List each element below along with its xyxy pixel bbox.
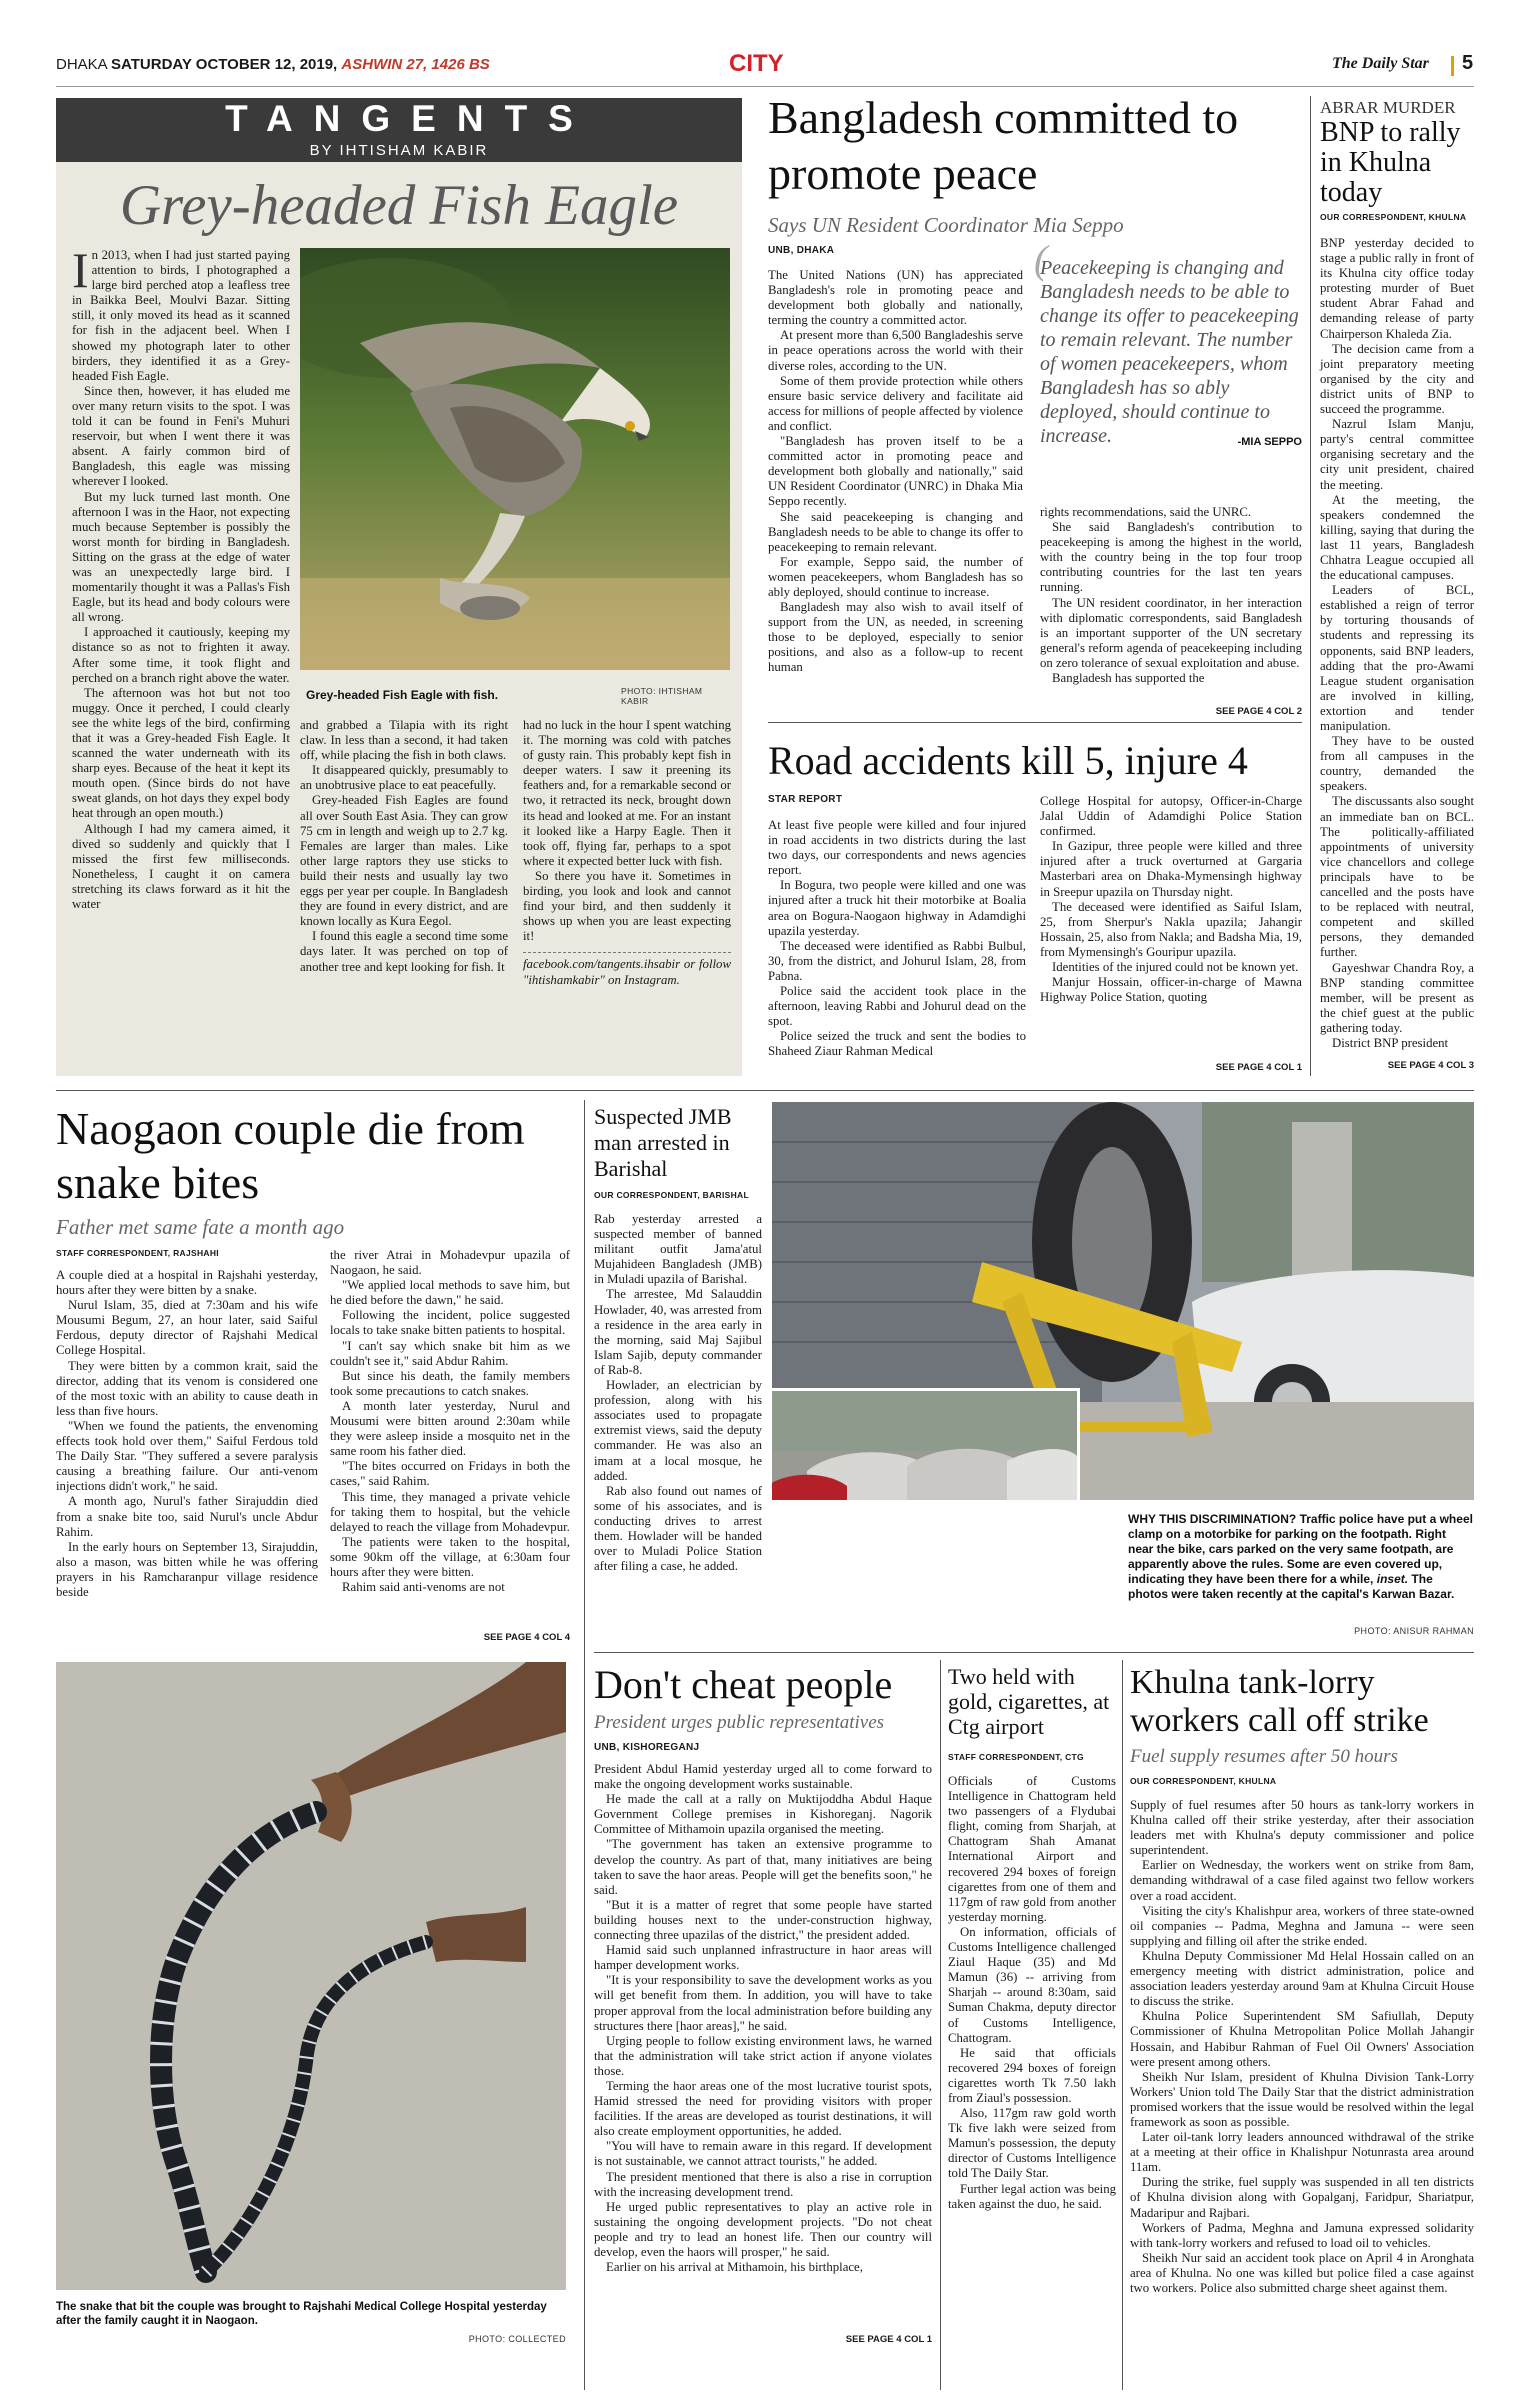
eagle-caption: Grey-headed Fish Eagle with fish. [306,688,499,702]
pull-quote-text: Peacekeeping is changing and Bangladesh needs to be able to change its offer to peacekeeping to remain relevant. The number of women peacekeepers, whom Bangladesh has so ably deployed, should continue to increase. [1040,257,1299,447]
eagle-illustration [300,248,730,670]
issue-date: SATURDAY OCTOBER 12, 2019, [111,56,338,73]
peace-col2: rights recommendations, said the UNRC. She said Bangladesh's contribution to peacekeeping is among the highest in the world, with the country being in the top four troop contributing countries for the last ten years running. The UN resident coordinator, in her interaction with diplomatic correspondents, said Bangladesh is an important supporter of the UN secretary general's reform agenda of peacekeeping including on zero tolerance of sexual exploitation and abuse. Bangladesh has supported the [1040,505,1302,686]
bangla-date: ASHWIN 27, 1426 BS [341,56,490,73]
bnp-kicker: ABRAR MURDER [1320,98,1456,117]
peace-col1: The United Nations (UN) has appreciated Bangladesh's role in promoting peace and development both globally and nationally, terming the country a committed actor. At present more than 6,500 Bangladeshis serve in peace operations across the world with their diverse roles, according to the UN. Some of them provide protection while others ensure basic service delivery and facilitate aid access for millions of people affected by violence and conflict. "Bangladesh has proven itself to be a committed actor in promoting peace and development both globally and nationally," said UN Resident Coordinator (UNRC) in Dhaka Mia Seppo recently. She said peacekeeping is changing and Bangladesh needs to be able to change its offer to peacekeeping to remain relevant. For example, Seppo said, the number of women peacekeepers, whom Bangladesh has so ably deployed, should continue to increase. Bangladesh may also wish to avail itself of support from the UN, as needed, in screening those to be deployed, especially to senior positions, and also as a follow-up to recent human [768,268,1023,675]
naogaon-byline: STAFF CORRESPONDENT, RAJSHAHI [56,1248,219,1258]
road-see-page: SEE PAGE 4 COL 1 [1215,1062,1302,1073]
pull-quote-mark: ( [1034,237,1048,282]
bnp-headline: BNP to rally in Khulna today [1320,117,1461,208]
section-label: CITY [729,50,784,77]
masthead-rule [56,86,1474,87]
road-col2: College Hospital for autopsy, Officer-in-Charge Jalal Uddin of Adamdighi Police Station confirmed. In Gazipur, three people were killed and three injured after a truck overturned at Gargaria Masterbari area on Dhaka-Mymensingh highway in Sreepur upazila on Thursday night. The deceased were identified as Saiful Islam, 25, from Sherpur's Nakla upazila; Jahangir Hossain, 25, also from Nakla; and Badsha Mia, 19, from Mymensingh's Gouripur upazila. Identities of the injured could not be known yet. Manjur Hossain, officer-in-charge of Mawna Highway Police Station, quoting [1040,794,1302,1005]
snake-illustration [56,1662,566,2290]
haor-byline: UNB, KISHOREGANJ [594,1742,700,1753]
tangents-col2: and grabbed a Tilapia with its right claw. In less than a second, it had taken off, while placing the fish in both claws. It disappeared quickly, presumably to an unobtrusive place to eat peacefully. Grey-headed Fish Eagles are found all over South East Asia. They can grow 75 cm in length and weigh up to 2.7 kg. Females are larger than males. Like other large raptors they use sticks to build their nests and usually lay two eggs per year per couple. In Bangladesh they are found in every district, and are known locally as Kura Eegol. I found this eagle a second time some days later. It was perched on top of another tree and kept looking for fish. It [300,718,508,974]
tangents-social-divider [523,952,731,955]
tangents-box [56,98,742,1076]
clamp-caption [1128,1512,1474,1602]
peace-deck: Says UN Resident Coordinator Mia Seppo [768,213,1124,237]
column-rule-2 [584,1100,585,2390]
naogaon-deck: Father met same fate a month ago [56,1215,345,1239]
eagle-photo [300,248,730,670]
jmb-byline: OUR CORRESPONDENT, BARISHAL [594,1190,749,1200]
naogaon-headline: Naogaon couple die from snake bites [56,1103,525,1208]
tangents-social: facebook.com/tangents.ihsabir or follow "ihtishamkabir" on Instagram. [523,957,731,987]
top-half-rule [56,1090,1474,1091]
peace-headline: Bangladesh committed to promote peace [768,92,1239,199]
page-number: 5 [1462,52,1474,74]
tangents-byline: BY IHTISHAM KABIR [56,140,742,162]
haor-headline: Don't cheat people [594,1662,893,1707]
gold-headline: Two held with gold, cigarettes, at Ctg airport [948,1664,1110,1739]
bnp-body: BNP yesterday decided to stage a public rally in front of its Khulna city office today protesting murder of Buet student Abrar Fahad and demanding release of party Chairperson Khaleda Zia. The decision came from a joint preparatory meeting organised by the city and district units of BNP to succeed the programme. Nazrul Islam Manju, party's central committee organising secretary and the city unit president, chaired the meeting. At the meeting, the speakers condemned the killing, saying that during the last 11 years, Bangladesh Chhatra League occupied all the educational campuses. Leaders of BCL, established a reign of terror by torturing thousands of students and repressing its opponents, said BNP leaders, adding that the pro-Awami League student organisation are involved in killing, extortion and tender manipulation. They have to be ousted from all campuses in the country, demanded the speakers. The discussants also sought an immediate ban on BCL. The politically-affiliated appointments of university vice chancellors and college principals have to be cancelled and the posts have to be replaced with neutral, competent and skilled persons, they demanded further. Gayeshwar Chandra Roy, a BNP standing committee member, will be present as the chief guest at the public gathering today. District BNP president [1320,236,1474,1050]
jmb-headline: Suspected JMB man arrested in Barishal [594,1104,732,1181]
column-rule-4 [1122,1660,1123,2390]
bnp-byline: OUR CORRESPONDENT, KHULNA [1320,212,1467,222]
clamp-caption-lead: WHY THIS DISCRIMINATION? [1128,1512,1297,1526]
khulna-deck: Fuel supply resumes after 50 hours [1130,1746,1398,1767]
khulna-headline: Khulna tank-lorry workers call off strike [1130,1664,1429,1739]
tangents-kicker: TANGENTS [56,98,742,140]
eagle-photo-credit: PHOTO: IHTISHAM KABIR [621,686,703,706]
clamp-caption-text: Traffic police have put a wheel clamp on a motorbike for parking on the footpath. Right near the bike, cars parked on the very same footpath, are apparently above the rules. Some are even covered up, indicating they have been there for a while, [1128,1512,1473,1586]
pull-quote [1034,237,1302,454]
tangents-col1: In 2013, when I had just started paying attention to birds, I photographed a large bird perched atop a leafless tree in Baikka Beel, Moulvi Bazar. Sitting still, it only moved its head as it scanned for fish in the adjacent beel. When I showed my photograph later to other birders, they identified it as a Grey-headed Fish Eagle. Since then, however, it has eluded me over many return visits to the spot. I was told it can be found in Feni's Muhuri reservoir, but when I went there it was absent. A fairly common bird of Bangladesh, this eagle was missing wherever I looked. But my luck turned last month. One afternoon I was in the Haor, not expecting much because September is possibly the worst month for birding in Bangladesh. Sitting on the grass at the edge of water was an unexpectedly large bird. I momentarily thought it was a Pallas's Fish Eagle, but its head and body colours were all wrong. I approached it cautiously, keeping my distance so as not to frighten it away. After some time, it took flight and perched on a branch right above the water. The afternoon was hot but not too muggy. Once it perched, I could clearly see the white legs of the bird, confirming that it was a Grey-headed Fish Eagle. It scanned the water underneath with its sharp eyes. Because of the heat it kept its mouth open. (Since birds do not have sweat glands, on hot days they expel body heat through an open mouth.) Although I had my camera aimed, it dived so suddenly and quickly that I missed the first few milliseconds. Nonetheless, I caught it on camera stretching its claws forward as it hit the water [72,242,290,912]
lower-stories-rule [594,1652,1474,1653]
haor-deck: President urges public representatives [594,1712,885,1733]
clamp-caption-end: The photos were taken recently at the capital's Karwan Bazar. [1128,1572,1455,1601]
column-rule-3 [940,1660,941,2390]
wheel-clamp-photo [772,1102,1474,1500]
page-number-divider [1451,56,1454,76]
khulna-byline: OUR CORRESPONDENT, KHULNA [1130,1776,1277,1786]
peace-byline: UNB, DHAKA [768,245,835,256]
naogaon-col1: A couple died at a hospital in Rajshahi yesterday, hours after they were bitten by a snake. Nurul Islam, 35, died at 7:30am and his wife Mousumi Begum, 27, an hour later, said Saiful Ferdous, deputy director of Rajshahi Medical College Hospital. They were bitten by a common krait, said the director, adding that its venom is considered one of the most toxic with an ability to cause death in less than five hours. "When we found the patients, the envenoming effects took hold over them," Saiful Ferdous told The Daily Star. "They suffered a severe paralysis causing a breathing failure. Our anti-venom injections didn't work," he said. A month ago, Nurul's father Sirajuddin died from a snake bite too, said Nurul's uncle Abdur Rahim. In the early hours on September 13, Sirajuddin, also a mason, was bitten while he was offering prayers in his Ramcharanpur village residence beside [56,1268,318,1599]
road-byline: STAR REPORT [768,794,843,805]
dateline: DHAKA [56,56,107,73]
inset-cars-illustration [772,1391,1077,1500]
masthead [56,50,1474,82]
haor-body: President Abdul Hamid yesterday urged all to come forward to make the ongoing development works sustainable. He made the call at a rally on Muktijoddha Abdul Haque Government College premises in Kishoreganj. Nagorik Committee of Mithamoin upazila organised the meeting. "The government has taken an extensive programme to develop the country. As part of that, many initiatives are being taken to save the haor areas. People will get the benefits soon," he said. "But it is a matter of regret that some people have started building houses next to the under-construction highway, connecting three upazilas of the district," the president added. Hamid said such unplanned infrastructure in haor areas will hamper development works. "It is your responsibility to save the development works as you will get benefit from them. In addition, you will have to take proper approval from the local administration before building any structures there [haor areas]," he said. Urging people to follow existing environment laws, he warned that the administration will take strict action if anyone violates those. Terming the haor areas one of the most lucrative tourist spots, Hamid stressed the need for providing visitors with proper facilities. If the areas are developed as tourist destinations, it will also create employment opportunities, he added. "You will have to remain aware in this regard. If development is not sustainable, we cannot attract tourists," he added. The president mentioned that there is also a rise in corruption with the increasing development trend. He urged public representatives to play an active role in sustaining the ongoing development projects. "Do not cheat people and try to lead an honest life. Then our country will develop, even the haors will prosper," he said. Earlier on his arrival at Mithamoin, his birthplace, [594,1762,932,2275]
snake-photo [56,1662,566,2290]
column-rule [1310,96,1311,1076]
snake-photo-credit: PHOTO: COLLECTED [468,2334,566,2344]
road-headline: Road accidents kill 5, injure 4 [768,738,1248,783]
khulna-body: Supply of fuel resumes after 50 hours as tank-lorry workers in Khulna called off their strike yesterday, after their association leaders met with Khulna's deputy commissioner and police superintendent. Earlier on Wednesday, the workers went on strike from 8am, demanding withdrawal of a case filed against two fellow workers over a road accident. Visiting the city's Khalishpur area, workers of three state-owned oil companies -- Padma, Meghna and Jamuna -- were seen supplying and filling oil after the strike ended. Khulna Deputy Commissioner Md Helal Hossain called on an emergency meeting with district administration, police and association leaders yesterday around 9am at Khulna Circuit House to discuss the strike. Khulna Police Superintendent SM Safiullah, Deputy Commissioner of Khulna Metropolitan Police Mollah Jahangir Hossain, and Habibur Rahman of Fuel Oil Owners' Association were present among others. Sheikh Nur Islam, president of Khulna Division Tank-Lorry Workers' Union told The Daily Star that the district administration promised workers that the issue would be resolved within the legal framework as soon as possible. Later oil-tank lorry leaders announced withdrawal of the strike at a meeting at their office in Khalishpur Notunrasta area around 11am. During the strike, fuel supply was suspended in all ten districts of Khulna division along with Gopalganj, Faridpur, Shariatpur, Madaripur and Rajbari. Workers of Padma, Meghna and Jamuna expressed solidarity with tank-lorry workers and refused to load oil to vehicles. Sheikh Nur said an accident took place on April 4 in Aronghata area of Khulna. No one was killed but police filed a case against two workers. Police also submitted charge sheet against them. [1130,1798,1474,2295]
road-col1: At least five people were killed and four injured in road accidents in two districts during the last two days, our correspondents and news agencies report. In Bogura, two people were killed and one was injured after a truck hit their motorbike at Boalia area on Bogura-Naogaon highway in Adamdighi upazila yesterday. The deceased were identified as Rabbi Bulbul, 30, from the district, and Johurul Islam, 28, from Pabna. Police said the accident took place in the afternoon, leaving Rabbi and Johurul dead on the spot. Police seized the truck and sent the bodies to Shaheed Ziaur Rahman Medical [768,818,1026,1059]
drop-cap: I [72,242,89,298]
paper-logo: The Daily Star [1332,55,1429,72]
jmb-body: Rab yesterday arrested a suspected member of banned militant outfit Jama'atul Mujahideen Bangladesh (JMB) in Muladi upazila of Barishal. The arrestee, Md Salauddin Howlader, 40, was arrested from a residence in the area early in the morning, said Maj Sajibul Islam Sajib, deputy commander of Rab-8. Howlader, an electrician by profession, along with his associates used to propagate extremist views, said the deputy commander. He was also an imam at a local mosque, he added. Rab also found out names of some of his associates, and is conducting drives to arrest them. Howlader will be handed over to Muladi Police Station after filing a case, he added. [594,1212,762,1574]
inset-photo [772,1388,1080,1500]
naogaon-see-page: SEE PAGE 4 COL 4 [483,1632,570,1643]
gold-byline: STAFF CORRESPONDENT, CTG [948,1752,1084,1762]
road-top-rule [768,722,1302,723]
tangents-col3: had no luck in the hour I spent watching it. The morning was cold with patches of gusty rain. This probably kept fish in deeper waters. I saw it preening its feathers and, for a remarkable second or two, it retracted its neck, brought down its head and looked at me. For an instant it looked like a Harpy Eagle. Then it took off, flying far, perhaps to a spot where it expected better luck with fish. So there you have it. Sometimes in birding, you look and look and cannot find your bird, and then suddenly it shows up when you are least expecting it! facebook.com/tangents.ihsabir or follow "ihtishamkabir" on Instagram. [523,718,731,987]
clamp-photo-credit: PHOTO: ANISUR RAHMAN [1354,1626,1474,1636]
clamp-caption-inset: inset. [1376,1572,1409,1586]
naogaon-col2: the river Atrai in Mohadevpur upazila of Naogaon, he said. "We applied local methods to save him, but he died before the dawn," he said. Following the incident, police suggested locals to take snake bitten patients to hospital. "I can't say which snake bit him as we couldn't see it," said Abdur Rahim. But since his death, the family members took some precautions to catch snakes. A month later yesterday, Nurul and Mousumi were bitten around 2:30am while they were asleep inside a mosquito net in the same room his father died. "The bites occurred on Fridays in both the cases," said Rahim. This time, they managed a private vehicle for taking them to hospital, but the vehicle delayed to reach the village from Mohadevpur. The patients were taken to the hospital, some 90km off the village, at 6:30am four hours after they were bitten. Rahim said anti-venoms are not [330,1248,570,1595]
pull-quote-attribution: -MIA SEPPO [1237,436,1302,448]
haor-see-page: SEE PAGE 4 COL 1 [845,2334,932,2345]
snake-caption: The snake that bit the couple was brought to Rajshahi Medical College Hospital yesterday after the family caught it in Naogaon. [56,2301,547,2327]
peace-see-page: SEE PAGE 4 COL 2 [1215,706,1302,717]
gold-body: Officials of Customs Intelligence in Chattogram held two passengers of a Flydubai flight, coming from Sharjah, at Chattogram Shah Amanat International Airport and recovered 294 boxes of foreign cigarettes from one of them and 117gm of raw gold from another yesterday morning. On information, officials of Customs Intelligence challenged Ziaul Haque (35) and Md Mamun (36) -- arriving from Sharjah -- around 8:30am, said Suman Chakma, deputy director of Customs Intelligence, Chattogram. He said that officials recovered 294 boxes of foreign cigarettes worth Tk 7.50 lakh from Ziaul's possession. Also, 117gm raw gold worth Tk five lakh were seized from Mamun's possession, the deputy director of Customs Intelligence told The Daily Star. Further legal action was being taken against the duo, he said. [948,1774,1116,2211]
tangents-headline: Grey-headed Fish Eagle [119,174,679,237]
bnp-see-page: SEE PAGE 4 COL 3 [1387,1060,1474,1071]
